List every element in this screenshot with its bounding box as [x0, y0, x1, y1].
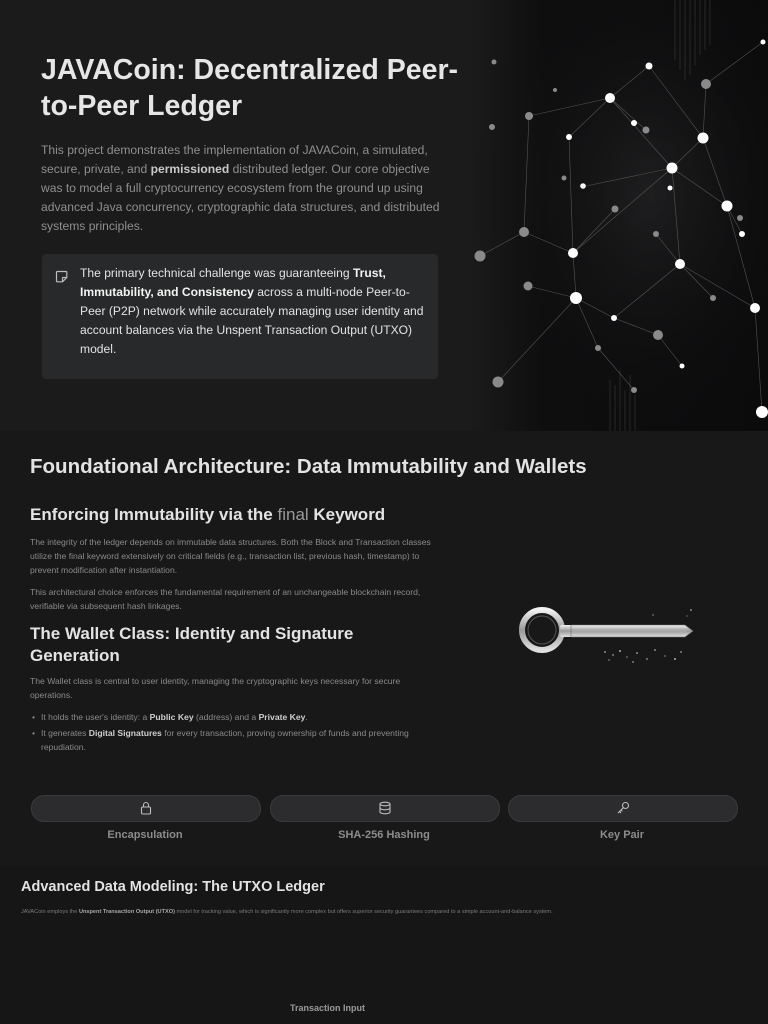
key-icon: [616, 801, 630, 815]
network-graph-illustration: [470, 0, 768, 431]
immutability-heading-text-2: Keyword: [308, 505, 386, 524]
bullet-bold: Digital Signatures: [88, 728, 162, 738]
bullet-text: .: [305, 712, 308, 722]
hero-desc-bold: permissioned: [150, 162, 230, 176]
final-keyword-code: final: [277, 505, 309, 524]
architecture-title: Foundational Architecture: Data Immutability and Wallets: [30, 455, 587, 478]
wallet-heading: The Wallet Class: Identity and Signature Generation: [30, 624, 354, 665]
bullet-text: It holds the user's identity: a: [41, 712, 150, 722]
callout-text: [80, 264, 430, 359]
immutability-paragraph-1: The integrity of the ledger depends on immutable data structures. Both the Block and Transaction classes utilize the final keyword extensively on critical fields (e.g., transaction list, previous hash, timestamp) to prevent modification after instantiation.: [30, 537, 431, 575]
utxo-section: [0, 866, 768, 1024]
bullet-text: (address) and a: [193, 712, 259, 722]
bullet-text: for every transaction, proving ownership of funds and preventing repudiation.: [41, 728, 409, 752]
immutability-paragraph-2: This architectural choice enforces the fundamental requirement of an unchangeable blockchain record, verifiable via subsequent hash linkages.: [30, 587, 421, 611]
feature-pill-encapsulation[interactable]: [31, 795, 261, 822]
lock-icon: [139, 801, 153, 815]
transaction-input-label: Transaction Input: [289, 1003, 365, 1013]
immutability-heading: [30, 505, 385, 525]
hero-desc-text: This project demonstrates the implementation of JAVACoin, a simulated, secure, private, and: [41, 143, 428, 176]
hero-section: [0, 0, 768, 431]
callout-text-2: across a multi-node Peer-to-Peer (P2P) network while accurately managing user identity and account balances via the Unspent Transaction Output (UTXO) model.: [80, 285, 424, 356]
bullet-bold: Public Key: [149, 712, 194, 722]
wallet-bullet-list: [30, 710, 430, 756]
feature-label-keypair: Key Pair: [599, 829, 645, 841]
challenge-callout: [42, 254, 438, 379]
utxo-desc-bold: Unspent Transaction Output (UTXO): [78, 909, 175, 915]
callout-text-bold: Trust, Immutability, and Consistency: [80, 266, 386, 299]
database-icon: [378, 801, 392, 815]
feature-pill-keypair[interactable]: [508, 795, 738, 822]
key-illustration: [505, 590, 705, 680]
utxo-title: Advanced Data Modeling: The UTXO Ledger: [21, 879, 325, 895]
callout-text-1: The primary technical challenge was guaranteeing: [80, 266, 353, 280]
page-title: JAVACoin: Decentralized Peer-to-Peer Ledger: [41, 54, 459, 122]
utxo-description: [21, 908, 761, 916]
list-item: [30, 710, 430, 724]
feature-label-encapsulation: Encapsulation: [107, 829, 183, 841]
hero-desc-text-2: distributed ledger. Our core objective was to model a full cryptocurrency ecosystem from the ground up using advanced Java concurrency, cryptographic data structures, and distributed systems principles.: [41, 162, 440, 233]
wallet-paragraph: The Wallet class is central to user identity, managing the cryptographic keys necessary for secure operations.: [30, 676, 401, 700]
immutability-heading-text: Enforcing Immutability via the: [30, 505, 278, 524]
bullet-bold: Private Key: [258, 712, 306, 722]
bullet-text: It generates: [41, 728, 89, 738]
note-icon: [55, 270, 68, 283]
utxo-desc-text-2: model for tracking value, which is significantly more complex but offers superior security guarantees compared to a simple account-and-balance system.: [174, 909, 553, 915]
hero-description: [41, 141, 441, 236]
feature-pill-sha256[interactable]: [270, 795, 500, 822]
utxo-desc-text: JAVACoin employs the: [21, 909, 79, 915]
feature-label-sha256: SHA-256 Hashing: [338, 829, 430, 841]
list-item: [30, 726, 430, 754]
